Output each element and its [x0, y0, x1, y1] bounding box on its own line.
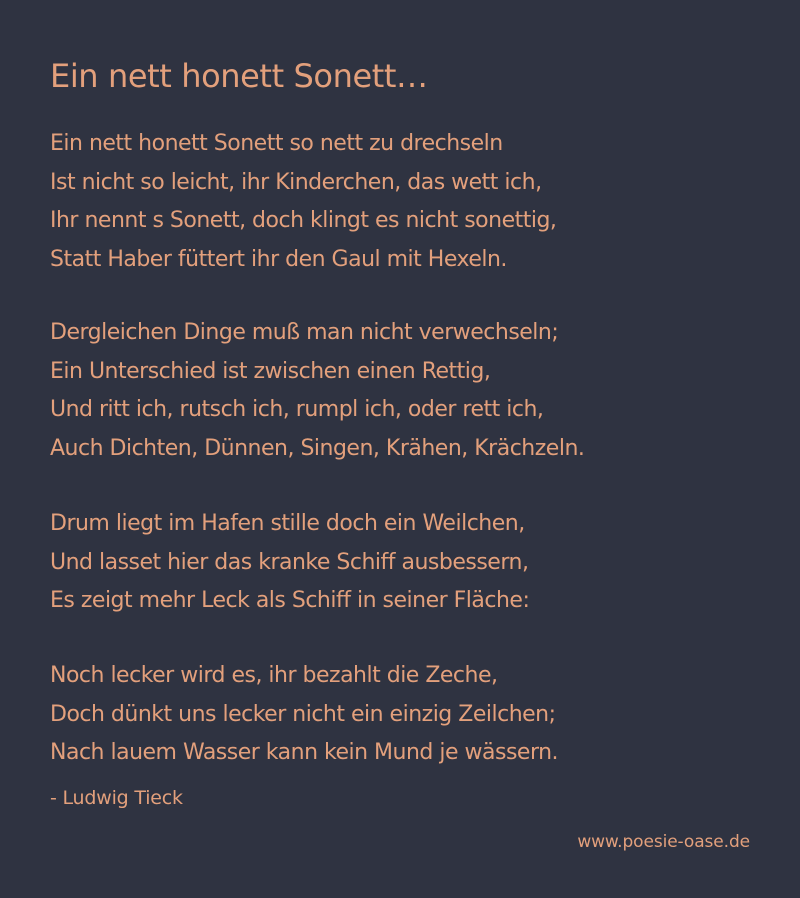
poem-line: Und ritt ich, rutsch ich, rumpl ich, oder rett ich, [50, 397, 544, 422]
poem-line: Es zeigt mehr Leck als Schiff in seiner Fläche: [50, 588, 530, 613]
poem-line: Drum liegt im Hafen stille doch ein Weilchen, [50, 511, 525, 536]
poem-line: Ihr nennt s Sonett, doch klingt es nicht sonettig, [50, 208, 557, 233]
stanza-1 [50, 125, 556, 279]
poem-line: Nach lauem Wasser kann kein Mund je wässern. [50, 740, 559, 765]
website-url: www.poesie-oase.de [577, 832, 750, 852]
poem-line: Ein Unterschied ist zwischen einen Rettig, [50, 358, 491, 384]
stanza-4 [50, 657, 558, 773]
poem-line: Noch lecker wird es, ihr bezahlt die Zeche, [50, 663, 498, 688]
poem-line: Doch dünkt uns lecker nicht ein einzig Zeilchen; [50, 701, 556, 727]
poem-line: Auch Dichten, Dünnen, Singen, Krähen, Krächzeln. [50, 435, 585, 461]
stanza-2 [50, 314, 584, 468]
poem-title: Ein nett honett Sonett… [50, 57, 428, 95]
stanza-3 [50, 505, 529, 621]
poem-line: Statt Haber füttert ihr den Gaul mit Hexeln. [50, 246, 507, 272]
poem-line: Und lasset hier das kranke Schiff ausbessern, [50, 549, 529, 575]
poem-line: Ein nett honett Sonett so nett zu drechseln [50, 131, 503, 156]
poem-line: Dergleichen Dinge muß man nicht verwechseln; [50, 320, 559, 345]
poem-line: Ist nicht so leicht, ihr Kinderchen, das wett ich, [50, 169, 542, 195]
poem-author: - Ludwig Tieck [50, 787, 183, 809]
